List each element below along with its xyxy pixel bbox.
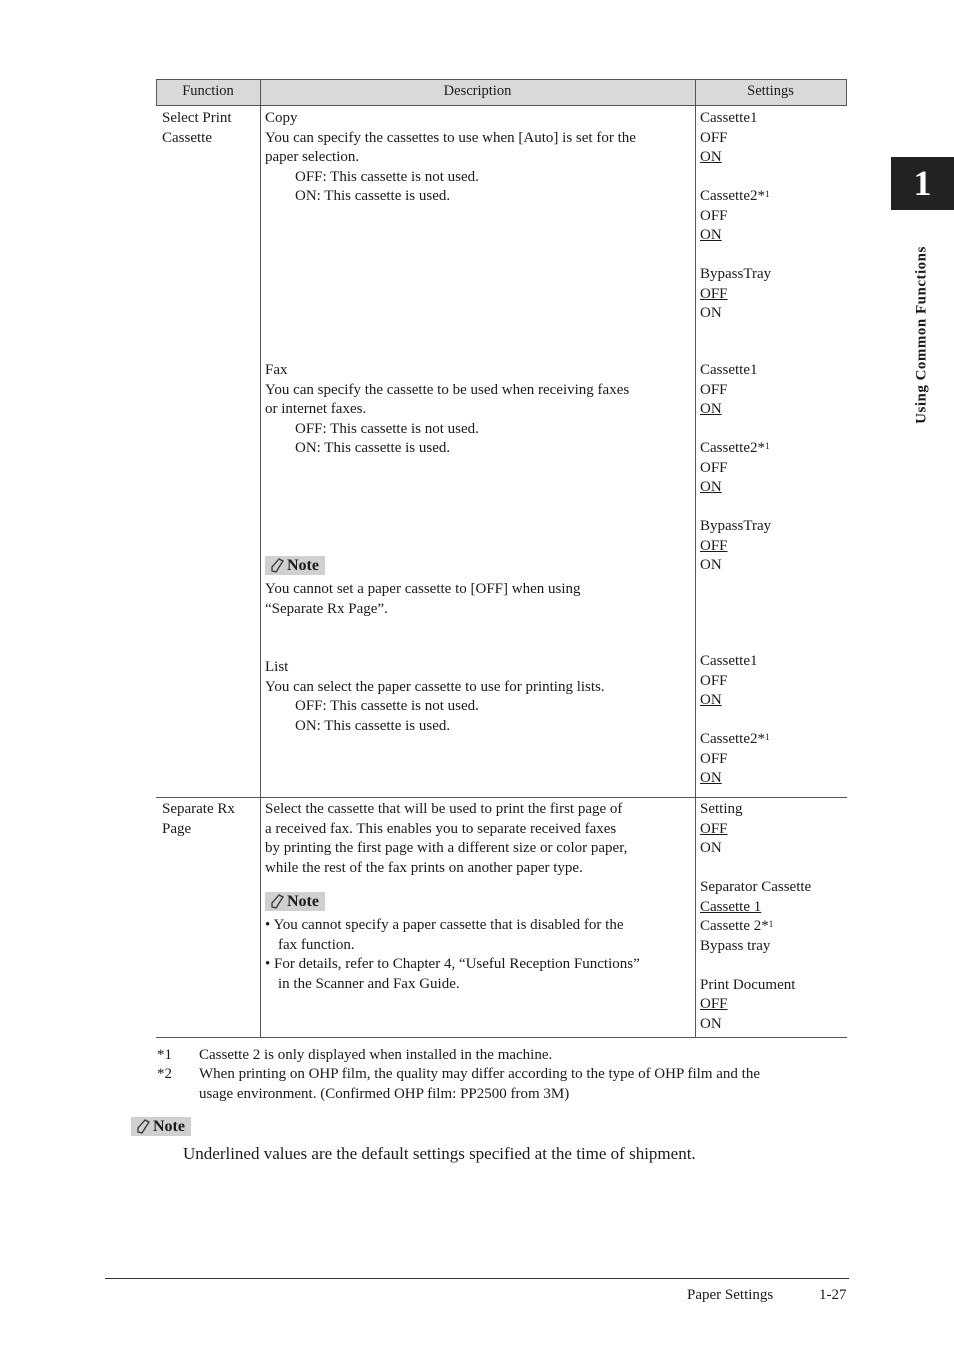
footer-rule (105, 1278, 849, 1279)
separate-rx-note-bullets: • You cannot specify a paper cassette that is disabled for the fax function. • For details, refer to Chapter 4, “Useful Reception Functions” in the Scanner and Fax Guide. (265, 917, 640, 992)
list-description: List You can select the paper cassette to use for printing lists. OFF: This cassette is not used. ON: This cassette is used. (265, 659, 605, 734)
fax-note-badge: Note (265, 556, 325, 575)
bottom-note-text: Underlined values are the default settings specified at the time of shipment. (183, 1144, 696, 1163)
bottom-note-badge: Note (131, 1117, 191, 1136)
separate-rx-note-badge: Note (265, 892, 325, 911)
separate-rx-description: Select the cassette that will be used to print the first page of a received fax. This enables you to separate received faxes by printing the first page with a different size or color paper, while the rest of the fax prints on another paper type. (265, 801, 628, 876)
footnote-mark-1: *1 (157, 1047, 172, 1063)
pencil-icon (136, 1119, 150, 1134)
chapter-number-tab: 1 (891, 157, 954, 210)
header-description: Description (443, 83, 512, 99)
list-settings: Cassette1 OFF ON Cassette2*$^1$ OFF ON (700, 653, 770, 786)
settings-table (156, 79, 847, 1037)
header-settings: Settings (747, 83, 794, 99)
header-function: Function (182, 83, 234, 99)
footnote-mark-2: *2 (157, 1066, 172, 1082)
chapter-title: Using Common Functions (913, 246, 930, 424)
fax-description: Fax You can specify the cassette to be used when receiving faxes or internet faxes. OFF: This cassette is not used. ON: This cassette is used. (265, 362, 630, 456)
copy-settings: Cassette1 OFF ON Cassette2*$^1$ OFF ON BypassTray OFF ON (700, 110, 772, 321)
row2-function: Separate Rx Page (162, 801, 235, 837)
row1-function: Select Print Cassette (162, 110, 232, 146)
footnote-text-2: When printing on OHP film, the quality may differ according to the type of OHP film and the usage environment. (Confirmed OHP film: PP2500 from 3M) (199, 1066, 760, 1102)
footer-section: Paper Settings (687, 1287, 774, 1303)
fax-note-text: You cannot set a paper cassette to [OFF] when using “Separate Rx Page”. (265, 581, 581, 617)
pencil-icon (270, 558, 284, 573)
fax-settings: Cassette1 OFF ON Cassette2*$^1$ OFF ON BypassTray OFF ON (700, 362, 772, 573)
footer-page-number: 1-27 (819, 1287, 847, 1303)
pencil-icon (270, 894, 284, 909)
footnote-text-1: Cassette 2 is only displayed when installed in the machine. (199, 1047, 553, 1063)
copy-description: Copy You can specify the cassettes to use when [Auto] is set for the paper selection. OFF: This cassette is not used. ON: This cassette is used. (265, 110, 636, 204)
separate-rx-settings: Setting OFF ON Separator Cassette Cassette 1 Cassette 2*$^1$ Bypass tray Print Document OFF ON (700, 801, 812, 1032)
